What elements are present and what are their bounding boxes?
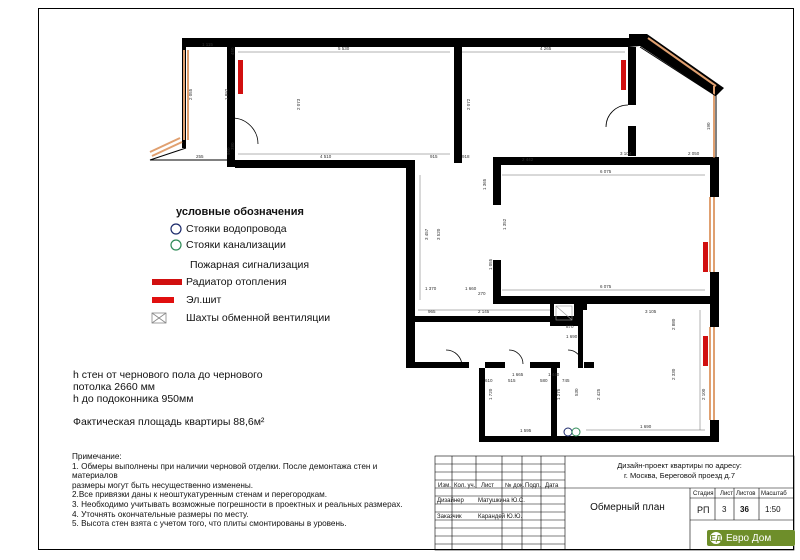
radiator-room3 <box>703 242 708 272</box>
radiator-room4 <box>703 336 708 366</box>
tb-scale-header: Масштаб <box>761 491 787 497</box>
tb-sheets-header: Листов <box>736 491 756 497</box>
dimension-label: 2 055 <box>188 88 193 100</box>
dimension-label: 1 665 <box>512 372 524 377</box>
area-note: Фактическая площадь квартиры 88,6м² <box>73 416 265 428</box>
door-arc-room1 <box>232 118 258 144</box>
legend-label: Стояки водопровода <box>186 223 287 235</box>
door-arc-room2 <box>606 105 628 127</box>
notes-line: размеры могут быть несущественно изменены. <box>72 480 254 490</box>
tb-project-title: Дизайн-проект квартиры по адресу: <box>617 461 742 470</box>
wall-room1-room2 <box>454 47 462 163</box>
notes-title: Примечание: <box>72 452 122 461</box>
logo-text: Евро Дом <box>726 532 772 544</box>
wall-right-1 <box>710 157 719 197</box>
notes-line: 3. Необходимо учитывать возможные погрешности в проектных и реальных размерах. <box>72 499 403 509</box>
dimension-label: 1 440 <box>548 372 560 377</box>
notes-line: 4. Уточнять окончательные размеры по месту. <box>72 509 249 519</box>
dimension-label: 5 530 <box>338 46 350 51</box>
legend-label: Пожарная сигнализация <box>190 259 310 271</box>
legend-label: Стояки канализации <box>186 239 286 251</box>
dimension-label: 1 055 <box>488 258 493 270</box>
tb-stage: РП <box>697 505 710 515</box>
wall-lower-left <box>406 322 414 368</box>
radiator-bar-icon <box>150 275 186 289</box>
wall-bottom <box>479 436 719 442</box>
heights-line: потолка 2660 мм <box>73 381 156 393</box>
notes-line: 2.Все привязки даны к неоштукатуренным стенам и перегородкам. <box>72 490 328 500</box>
legend-item-fire <box>160 258 309 272</box>
tb-name-client: Карандей Ю.Ю. <box>478 514 523 520</box>
dimension-label: 1 690 <box>566 334 578 339</box>
door-arc-lower2 <box>509 350 523 364</box>
wall-shaft-bottom <box>550 322 578 326</box>
dimension-label: 1 720 <box>488 388 493 400</box>
electric-panel-icon <box>150 293 186 307</box>
circle-navy-icon <box>150 222 186 236</box>
legend-label: Эл.шит <box>186 294 222 306</box>
tb-header-kol: Кол. уч. <box>454 483 476 489</box>
legend-label: Радиатор отопления <box>186 276 287 288</box>
dimension-label: 1 352 <box>502 218 507 230</box>
risers <box>564 428 580 436</box>
heights-line: h до подоконника 950мм <box>73 393 194 405</box>
radiator-room1 <box>238 60 243 94</box>
wall-lower-top <box>406 316 581 322</box>
dimension-lines <box>238 52 705 430</box>
dimension-label: 2 330 <box>671 368 676 380</box>
water-riser-icon <box>564 428 572 436</box>
tb-role-client: Заказчик <box>437 514 462 520</box>
legend-item-radiator <box>150 275 287 289</box>
dimension-label: 4 265 <box>540 46 552 51</box>
legend-title: условные обозначения <box>176 206 304 218</box>
dimension-label: 515 <box>508 378 516 383</box>
tb-header-sign: Подп. <box>525 483 541 489</box>
dimension-label: 4 510 <box>320 154 332 159</box>
tb-address: г. Москва, Береговой проезд д.7 <box>623 471 736 480</box>
dimension-label: 1 660 <box>465 286 477 291</box>
circle-green-icon <box>150 238 186 252</box>
wall-room2-right-upper <box>628 47 636 105</box>
legend-item-vent <box>150 311 330 325</box>
dimension-label: 1 365 <box>482 178 487 190</box>
dimension-label: 3 457 <box>424 228 429 240</box>
dimension-label: 2 880 <box>671 318 676 330</box>
dimension-label: 3 105 <box>645 309 657 314</box>
dimension-label: 450 <box>230 47 235 55</box>
dimension-label: 270 <box>478 291 486 296</box>
dimension-label: 2 442 <box>522 157 534 162</box>
wall-room3-left-upper <box>493 165 501 205</box>
sewer-riser-icon <box>572 428 580 436</box>
wall-bath-mid <box>551 368 557 442</box>
tb-sheet-name: Обмерный план <box>590 502 665 513</box>
tb-stage-header: Стадия <box>693 491 714 497</box>
wall-corner-diagonal <box>629 34 724 96</box>
dimension-label: 965 <box>428 309 436 314</box>
legend-label: Шахты обменной вентиляции <box>186 312 331 324</box>
dimension-label: 950 <box>226 147 231 155</box>
dimension-label: 2 050 <box>688 151 700 156</box>
dimension-label: 6 075 <box>600 284 612 289</box>
dimension-label: 1 370 <box>425 286 437 291</box>
dimension-label: 3 520 <box>436 228 441 240</box>
dimension-label: 2 072 <box>466 98 471 110</box>
dimension-label: 2 425 <box>596 388 601 400</box>
wall-lower-seg1 <box>414 362 469 368</box>
dimension-label: 2 145 <box>478 309 490 314</box>
dimension-label: 745 <box>562 378 570 383</box>
dimension-label: 1 892 <box>224 88 229 100</box>
tb-header-date: Дата <box>545 483 559 489</box>
wall-room3-left-lower <box>493 260 501 300</box>
dimension-label: 1 690 <box>640 424 652 429</box>
logo-mark: ЕД <box>710 533 722 543</box>
heights-note <box>73 369 263 405</box>
dimension-label: 530 <box>574 388 579 396</box>
tb-name-designer: Матушкина Ю.С. <box>478 498 525 504</box>
wall-lower-seg2 <box>485 362 505 368</box>
dimension-label: 1 115 <box>202 42 213 47</box>
tb-sheets: 36 <box>740 505 749 514</box>
heights-line: h стен от чернового пола до чернового <box>73 369 263 381</box>
dimension-label: 918 <box>462 154 470 159</box>
radiator-room2 <box>621 60 626 90</box>
dimension-label: 580 <box>540 378 548 383</box>
wall-lower-seg3 <box>530 362 560 368</box>
legend-item-panel <box>150 293 221 307</box>
wall-room3-bottom <box>493 296 719 304</box>
dimension-label: 610 <box>485 378 493 383</box>
tb-header-list: Лист <box>481 483 495 489</box>
dimension-label: 2 073 <box>296 98 301 110</box>
company-logo <box>707 530 795 546</box>
notes <box>72 452 402 529</box>
dimension-label: 255 <box>196 154 204 159</box>
tb-scale: 1:50 <box>765 505 781 514</box>
dimension-label: 190 <box>706 122 711 130</box>
tb-header-izm: Изм. <box>438 483 451 489</box>
tb-sheet-header: Лист <box>720 491 734 497</box>
legend-item-water <box>150 222 287 236</box>
dimension-label: 1 595 <box>520 428 532 433</box>
wall-lower-seg4 <box>584 362 594 368</box>
dimension-label: 6 075 <box>600 169 612 174</box>
notes-line: 5. Высота стен взята с учетом того, что плиты смонтированы в уровень. <box>72 519 347 529</box>
dimension-label: 380 <box>230 142 235 150</box>
legend-item-sewer <box>150 238 286 252</box>
ventilation-shaft-icon <box>150 311 186 325</box>
tb-sheet: 3 <box>722 505 727 514</box>
notes-line: 1. Обмеры выполнены при наличии черновой отделки. После демонтажа стен и материалов <box>72 461 378 481</box>
tb-role-designer: Дизайнер <box>437 498 464 504</box>
dimension-label: 915 <box>430 154 438 159</box>
dimension-label: 2 100 <box>701 388 706 400</box>
dimension-label: 1 275 <box>556 388 561 400</box>
dimension-label: 3 104 <box>620 151 632 156</box>
wall-kitchen-top <box>583 304 587 310</box>
dimension-label: 870 <box>566 324 574 329</box>
tb-header-doc: № док. <box>505 483 525 489</box>
wall-room1-bottom <box>235 160 415 168</box>
